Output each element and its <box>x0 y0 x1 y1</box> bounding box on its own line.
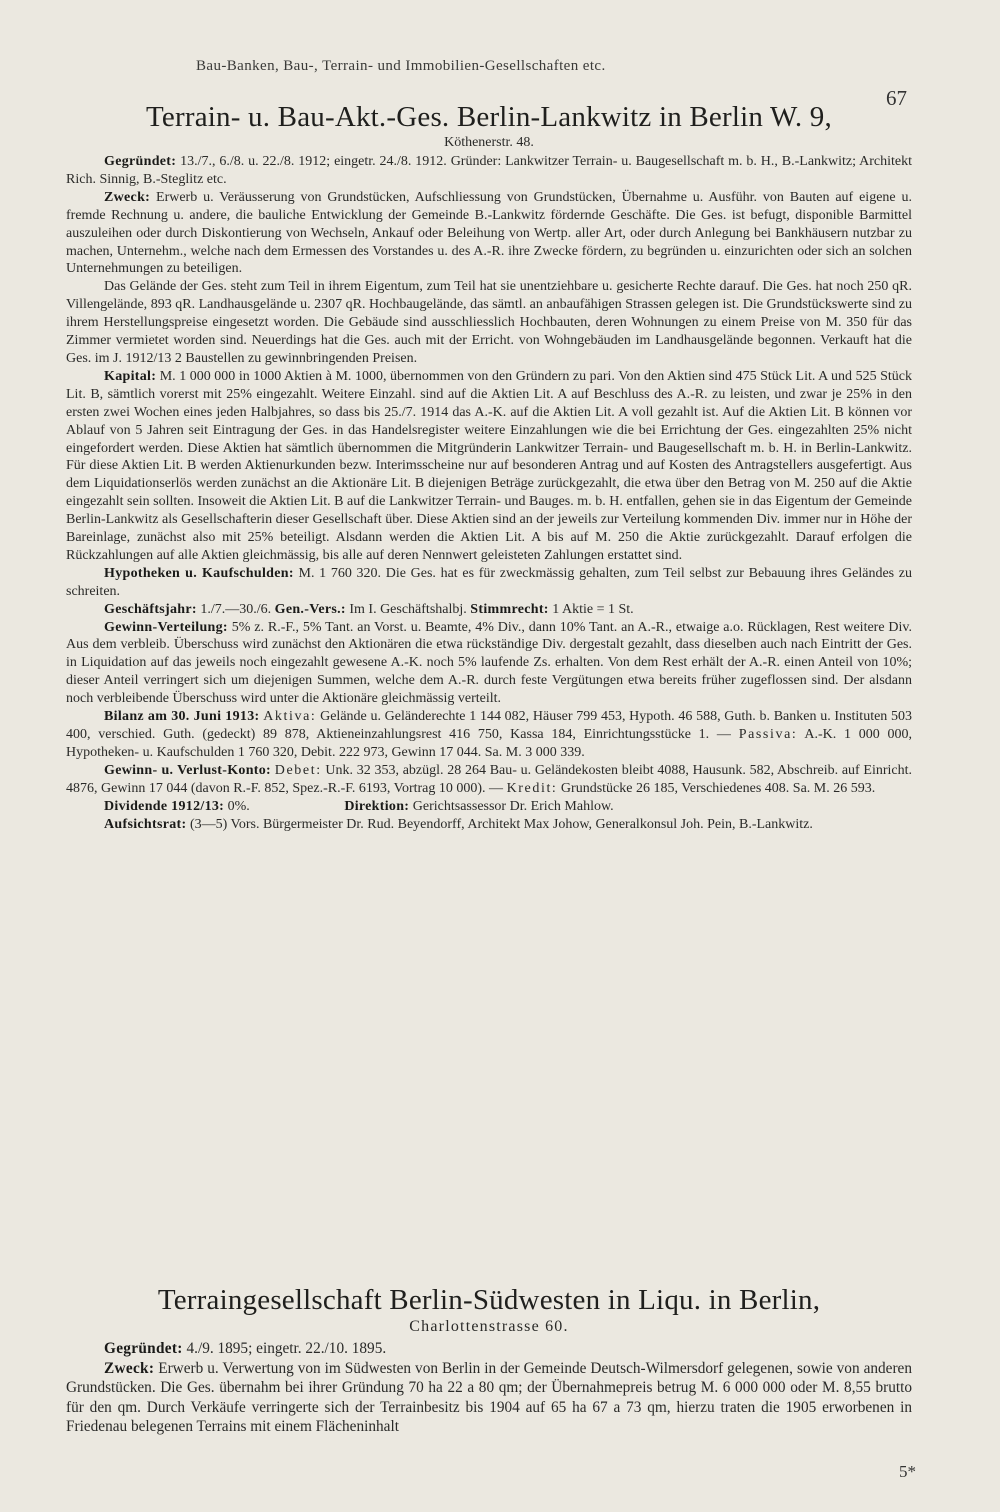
gewinnverteilung-paragraph <box>66 619 912 709</box>
aufsichtsrat-text: (3—5) Vors. Bürgermeister Dr. Rud. Beyendorff, Architekt Max Johow, Generalkonsul Joh. Pein, B.-Lankwitz. <box>189 816 813 832</box>
signature-mark: 5* <box>899 1462 916 1481</box>
gegruendet-text: 4./9. 1895; eingetr. 22./10. 1895. <box>186 1340 387 1357</box>
gegruendet-text: 13./7., 6./8. u. 22./8. 1912; eingetr. 24./8. 1912. Gründer: Lankwitzer Terrain- u. Baugesellschaft m. b. H., B.-Lankwitz; Architekt Rich. Sinnig, B.-Steglitz etc. <box>66 154 913 187</box>
zweck-label: Zweck: <box>104 1359 155 1377</box>
kapital-label: Kapital: <box>104 368 157 384</box>
stimmrecht-text: 1 Aktie = 1 St. <box>552 601 634 617</box>
dividende-label: Dividende 1912/13: <box>104 798 225 814</box>
debet-text: Unk. 32 353, abzügl. 28 264 Bau- u. Geländekosten bleibt 4088, Hausunk. 582, Abschreib. auf Einricht. 4876, Gewinn 17 044 (davon R.-F. 852, Spez.-R.-F. 6193, Vortrag 10 000). — <box>66 762 913 796</box>
geschaeftsjahr-paragraph <box>66 601 912 619</box>
zweck-paragraph <box>66 1359 912 1437</box>
aufsichtsrat-paragraph <box>66 816 912 834</box>
kapital-text: M. 1 000 000 in 1000 Aktien à M. 1000, übernommen von den Gründern zu pari. Von den Aktien sind 475 Stück Lit. A und 525 Stück Lit. B, sämtlich vorerst mit 25% eingezahlt. Weitere Einzahl. sind auf die Aktien Lit. A auf Beschluss des A.-R. zu leisten, und zwar je 25% in den ersten zwei Wochen eines jeden Halbjahres, so dass bis 25./7. 1914 das A.-K. auf die Aktien Lit. A voll gezahlt ist. Auf die Aktien Lit. B können vor Ablauf von 5 Jahren seit Eintragung der Ges. in das Handelsregister weitere Einzahlungen wie die bei Errichtung der Ges. eingezahlten 25% nicht eingefordert werden. Diese Aktien hat sämtlich übernommen die Mitgründerin Lankwitzer Terrain- und Baugesellschaft m. b. H. in Berlin-Lankwitz. Für diese Aktien Lit. B werden Aktienurkunden bezw. Interimsscheine nur auf besonderen Antrag und auf Kosten des Antragstellers ausgefertigt. Aus dem Liquidationserlös werden zunächst an die Aktionäre Lit. B diejenigen Beträge zurückgezahlt, die etwa über den Betrag von M. 250 auf die Aktie eingezahlt sein sollten. Insoweit die Aktien Lit. B auf die Lankwitzer Terrain- und Bauges. m. b. H. entfallen, gehen sie in das Eigentum der Gemeinde Berlin-Lankwitz als Gesellschafterin dieser Gesellschaft über. Diese Aktien sind an der jeweils zur Verteilung kommenden Div. immer nur in Höhe der Bareinlage, zunächst also mit 25% beteiligt. Alsdann werden die Aktien Lit. A bis auf M. 250 die Aktie zurückgezahlt. Darauf erfolgen die Rückzahlungen auf alle Aktien gleichmässig, bis alle auf deren Nennwert geleisteten Zahlungen erstattet sind. <box>66 368 913 563</box>
hypotheken-paragraph <box>66 565 912 601</box>
genvers-text: Im I. Geschäftshalbj. <box>349 601 467 617</box>
company-entry-lankwitz <box>66 100 912 833</box>
geschaeftsjahr-label: Geschäftsjahr: <box>104 601 197 617</box>
guv-label: Gewinn- u. Verlust-Konto: <box>104 762 272 778</box>
dividende-text: 0%. <box>227 798 250 814</box>
gegruendet-paragraph <box>66 153 912 189</box>
hypotheken-text: M. 1 760 320. Die Ges. hat es für zweckmässig gehalten, zum Teil selbst zur Bebauung ihres Geländes zu schreiten. <box>66 565 913 599</box>
company-address: Köthenerstr. 48. <box>444 135 534 150</box>
aktiva-label: Aktiva: <box>263 709 317 725</box>
company-title: Terrain- u. Bau-Akt.-Ges. Berlin-Lankwitz in Berlin W. 9, <box>146 101 832 133</box>
aktiva-text: Gelände u. Geländerechte 1 144 082, Häuser 799 453, Hypoth. 46 588, Guth. b. Banken u. Instituten 503 400, verschied. Guth. (gedeckt) 89 878, Aktieneinzahlungsrest 416 750, Kassa 184, Einrichtungsstücke 1. — <box>66 709 913 742</box>
company-address: Charlottenstrasse 60. <box>409 1318 569 1335</box>
kredit-text: Grundstücke 26 185, Verschiedenes 408. Sa. M. 26 593. <box>560 780 876 796</box>
gegruendet-label: Gegründet: <box>104 154 177 169</box>
company-entry-suedwesten <box>66 1283 912 1437</box>
zweck-text: Erwerb u. Veräusserung von Grundstücken, Aufschliessung von Grundstücken, Übernahme u. Ausführ. von Bauten auf eigene u. fremde Rechnung u. andere, die bauliche Entwicklung der Gemeinde B.-Lankwitz fördernde Geschäfte. Die Ges. ist befugt, disponible Barmittel auszuleihen oder durch Diskontierung von Wechseln, Ankauf oder Beleihung von Wertp. aller Art, oder durch Anlegung bei Bankhäusern nutzbar zu machen, Unternehm., welche nach dem Ermessen des Vorstandes u. des A.-R. ihre Zwecke fördern, zu begründen u. einzurichten oder sich an solchen Unternehmungen zu beteiligen. <box>66 189 913 277</box>
guv-paragraph <box>66 762 912 798</box>
gegruendet-label: Gegründet: <box>104 1340 183 1357</box>
hypotheken-label: Hypotheken u. Kaufschulden: <box>104 565 294 581</box>
bilanz-paragraph <box>66 708 912 762</box>
geschaeftsjahr-text: 1./7.—30./6. <box>200 601 272 617</box>
page-number: 67 <box>886 86 907 110</box>
gewinnverteilung-text: 5% z. R.-F., 5% Tant. an Vorst. u. Beamte, 4% Div., dann 10% Tant. an A.-R., etwaige a.o. Rücklagen, Rest weitere Div. Aus dem verbleib. Überschuss wird zunächst den Aktionären die etwa rückständige Div. dergestalt gezahlt, dass dieselben auch nach Eintritt der Ges. in Liquidation auf das jeweils noch eingezahlt gewesene A.-K. noch 5% laufende Zs. erhalten. Von dem Rest erhält der A.-R. einen Anteil von 10%; dieser Anteil verringert sich um diejenigen Summen, welche dem A.-R. durch feste Vergütungen etwa bereits früher zugeflossen sind. Der alsdann noch verbleibende Überschuss wird unter die Aktionäre gleichmässig verteilt. <box>66 619 913 707</box>
company-body <box>66 1339 912 1437</box>
zweck-paragraph <box>66 189 912 279</box>
passiva-label: Passiva: <box>738 727 798 742</box>
passiva-text: A.-K. 1 000 000, Hypotheken- u. Kaufschulden 1 760 320, Debit. 222 973, Gewinn 17 044. Sa. M. 3 000 339. <box>66 727 913 760</box>
zweck-label: Zweck: <box>104 189 151 205</box>
direktion-text: Gerichtsassessor Dr. Erich Mahlow. <box>412 798 614 814</box>
kredit-label: Kredit: <box>506 780 558 796</box>
zweck-text: Erwerb u. Verwertung von im Südwesten von Berlin in der Gemeinde Deutsch-Wilmersdorf gelegenen, sowie von anderen Grundstücken. Die Ges. übernahm bei ihrer Gründung 70 ha 22 a 80 qm; der Übernahmepreis betrug M. 6 000 000 oder M. 8,55 brutto für den qm. Durch Verkäufe verringerte sich der Terrainbesitz bis 1904 auf 65 ha 67 a 73 qm, hierzu traten die 1905 erworbenen in Friedenau belegenen Terrains mit einem Flächeninhalt <box>66 1359 912 1436</box>
gewinnverteilung-label: Gewinn-Verteilung: <box>104 619 228 635</box>
company-title: Terraingesellschaft Berlin-Südwesten in Liqu. in Berlin, <box>157 1284 821 1316</box>
gegruendet-paragraph <box>66 1339 912 1359</box>
dividende-paragraph <box>66 798 912 816</box>
bilanz-label: Bilanz am 30. Juni 1913: <box>104 709 260 725</box>
stimmrecht-label: Stimmrecht: <box>470 601 549 617</box>
gelaende-paragraph: Das Gelände der Ges. steht zum Teil in ihrem Eigentum, zum Teil hat sie unentziehbare u. gesicherte Rechte darauf. Die Ges. hat noch 250 qR. Villengelände, 893 qR. Landhausgelände u. 2307 qR. Hochbaugelände, das sämtl. an anbaufähigen Strassen gelegen ist. Die Grundstückswerte sind zu ihrem Herstellungspreise eingesetzt worden. Die Gebäude sind ausschliesslich Hochbauten, deren Wohnungen zu einem Preise von M. 350 für das Zimmer vermietet worden sind. Neuerdings hat die Ges. auch mit der Erricht. von Wohngebäuden im Landhausgelände begonnen. Verkauft hat die Ges. im J. 1912/13 2 Baustellen zu gewinnbringenden Preisen. <box>66 279 912 366</box>
direktion-label: Direktion: <box>344 798 410 814</box>
aufsichtsrat-label: Aufsichtsrat: <box>104 816 187 832</box>
debet-label: Debet: <box>274 762 322 778</box>
genvers-label: Gen.-Vers.: <box>274 601 346 617</box>
company-body <box>66 153 912 833</box>
running-head: Bau-Banken, Bau-, Terrain- und Immobilien-Gesellschaften etc. <box>196 58 606 74</box>
kapital-paragraph <box>66 368 912 565</box>
